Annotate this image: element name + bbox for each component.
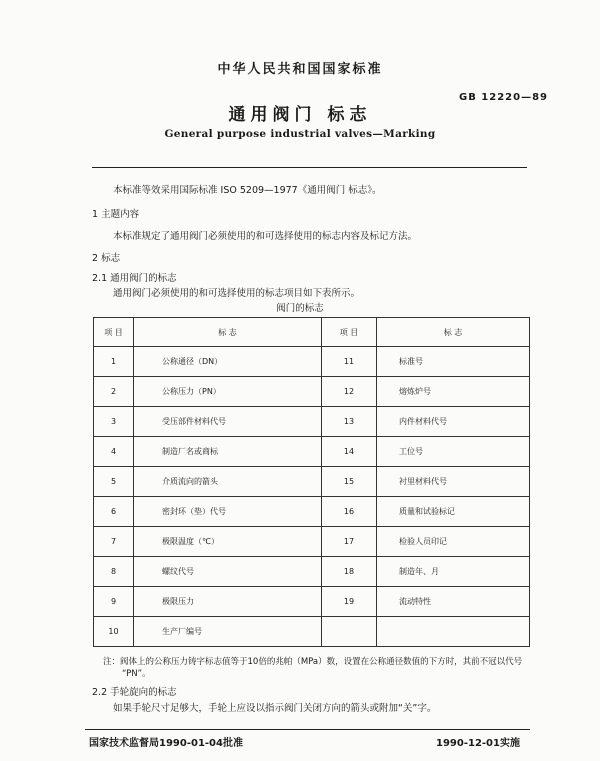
marking-text: 生产厂编号 [134,617,322,647]
header-divider [92,167,527,168]
item-number: 7 [94,527,134,557]
valve-marking-table [93,317,530,647]
section-2-heading: 2 标志 [92,253,121,264]
header-item-col-1: 项 目 [94,318,134,347]
table-row [94,527,530,557]
item-number: 11 [322,347,377,377]
item-number: 18 [322,557,377,587]
item-number: 13 [322,407,377,437]
table-row [94,407,530,437]
table-header-row [94,318,530,347]
item-number: 15 [322,467,377,497]
marking-text: 螺纹代号 [134,557,322,587]
section-1-heading: 1 主题内容 [92,209,140,220]
item-number: 6 [94,497,134,527]
section-2-1-text: 通用阀门必须使用的和可选择使用的标志项目如下表所示。 [113,288,361,299]
marking-text [377,617,530,647]
marking-text: 内件材料代号 [377,407,530,437]
marking-text: 质量和试验标记 [377,497,530,527]
marking-text: 介质流向的箭头 [134,467,322,497]
marking-text: 极限温度（℃） [134,527,322,557]
item-number: 1 [94,347,134,377]
item-number: 17 [322,527,377,557]
marking-text: 制造厂名或商标 [134,437,322,467]
table-note-line-2: “PN”。 [122,669,151,679]
item-number [322,617,377,647]
item-number: 4 [94,437,134,467]
marking-text: 流动特性 [377,587,530,617]
item-number: 3 [94,407,134,437]
marking-text: 密封环（垫）代号 [134,497,322,527]
marking-text: 公称压力（PN） [134,377,322,407]
marking-text: 检验人员印记 [377,527,530,557]
header-mark-col-2: 标 志 [377,318,530,347]
marking-text: 工位号 [377,437,530,467]
table-row [94,437,530,467]
approval-date: 国家技术监督局1990-01-04批准 [89,738,243,749]
item-number: 8 [94,557,134,587]
section-2-2-heading: 2.2 手轮旋向的标志 [92,687,177,698]
header-mark-col-1: 标 志 [134,318,322,347]
section-2-2-text: 如果手轮尺寸足够大，手轮上应设以指示阀门关闭方向的箭头或附加“关”字。 [113,703,437,714]
marking-text: 极限压力 [134,587,322,617]
marking-text: 熔炼炉号 [377,377,530,407]
item-number: 10 [94,617,134,647]
title-chinese: 通用阀门 标志 [228,105,372,125]
item-number: 12 [322,377,377,407]
header-item-col-2: 项 目 [322,318,377,347]
title-english: General purpose industrial valves—Marking [164,128,436,140]
table-row [94,347,530,377]
item-number: 9 [94,587,134,617]
section-2-1-heading: 2.1 通用阀门的标志 [92,273,177,284]
item-number: 14 [322,437,377,467]
marking-text: 衬里材料代号 [377,467,530,497]
item-number: 2 [94,377,134,407]
standard-number: GB 12220—89 [459,92,549,103]
table-row [94,497,530,527]
table-caption: 阀门的标志 [276,303,324,314]
table-row [94,557,530,587]
item-number: 19 [322,587,377,617]
marking-text: 标准号 [377,347,530,377]
table-note-line-1: 注：阀体上的公称压力铸字标志值等于10倍的兆帕（MPa）数，设置在公称通径数值的下方时，其前不冠以代号 [103,657,523,667]
table-row [94,467,530,497]
item-number: 5 [94,467,134,497]
marking-text: 公称通径（DN） [134,347,322,377]
item-number: 16 [322,497,377,527]
standard-organization: 中华人民共和国国家标准 [217,62,383,77]
footer-divider [85,729,530,730]
intro-paragraph: 本标准等效采用国际标准 ISO 5209—1977《通用阀门 标志》。 [113,185,382,196]
marking-text: 受压部件材料代号 [134,407,322,437]
table-row [94,377,530,407]
table-row [94,617,530,647]
table-row [94,587,530,617]
effective-date: 1990-12-01实施 [436,738,520,749]
marking-text: 制造年、月 [377,557,530,587]
section-1-text: 本标准规定了通用阀门必须使用的和可选择使用的标志内容及标记方法。 [113,231,418,242]
